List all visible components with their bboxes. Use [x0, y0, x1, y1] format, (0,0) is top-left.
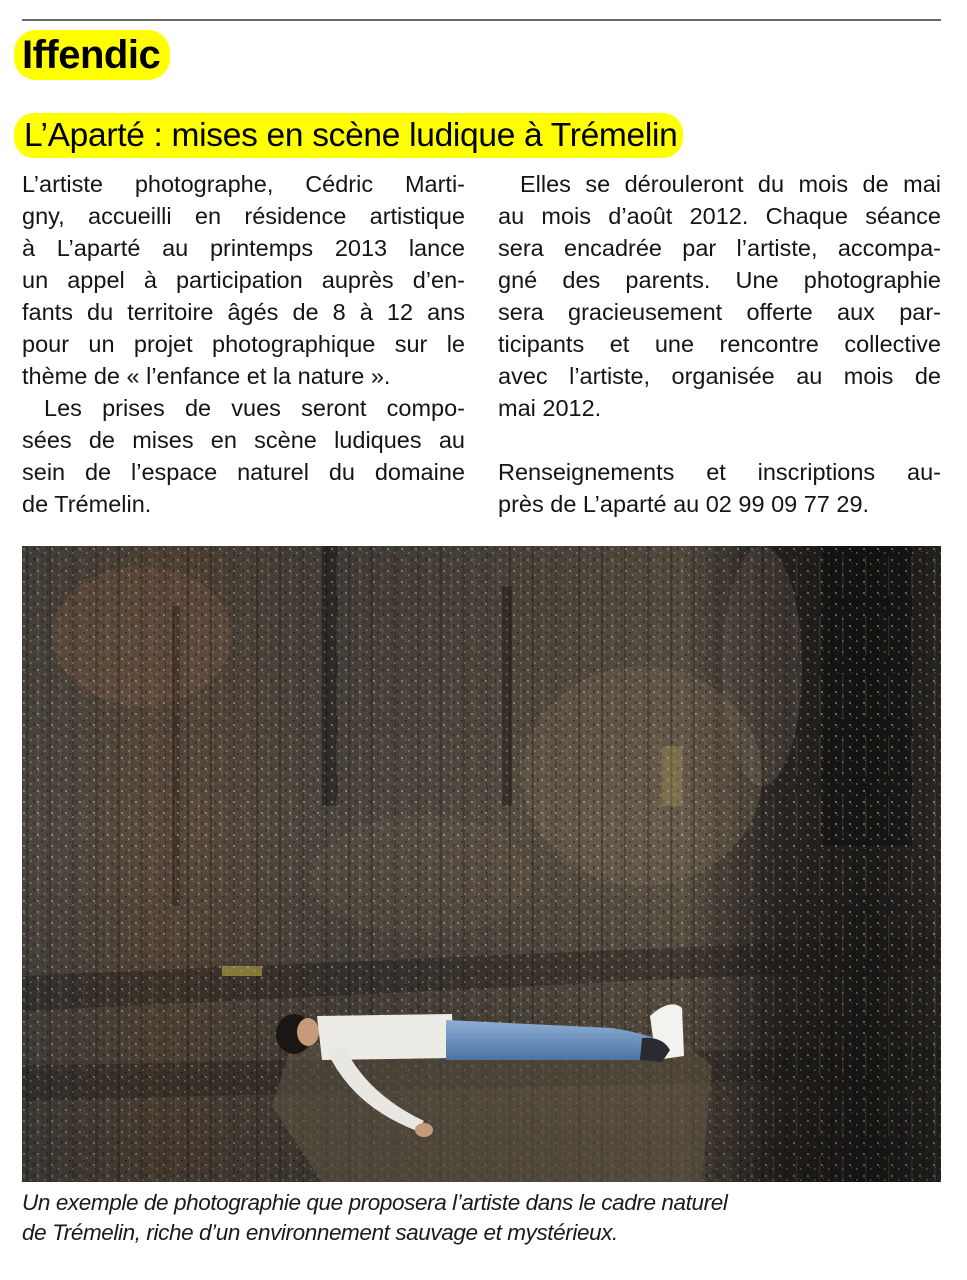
text-line: près de L’aparté au 02 99 09 77 29.: [498, 491, 870, 517]
text-line: Elles se dérouleront du mois de mai: [520, 171, 941, 197]
text-line: de Trémelin.: [22, 491, 152, 517]
paragraph-spacer: [498, 424, 941, 456]
text-line: mai 2012.: [498, 395, 602, 421]
text-line: avec l’artiste, organisée au mois de: [498, 363, 941, 389]
caption-line: de Trémelin, riche d’un environnement sauvage et mystérieux.: [22, 1220, 618, 1245]
text-line: pour un projet photographique sur le: [22, 331, 465, 357]
text-line: sera gracieusement offerte aux par-: [498, 299, 941, 325]
article-headline: [14, 113, 683, 158]
text-line: à L’aparté au printemps 2013 lance: [22, 235, 465, 261]
section-label-text: Iffendic: [22, 33, 161, 77]
text-line: Renseignements et inscriptions au-: [498, 459, 941, 485]
section-label-badge: [14, 30, 170, 80]
text-line: L’artiste photographe, Cédric Marti-: [22, 171, 465, 197]
left-column: [22, 168, 465, 520]
paragraph: [22, 168, 465, 392]
text-line: au mois d’août 2012. Chaque séance: [498, 203, 941, 229]
text-line: Les prises de vues seront compo-: [44, 395, 465, 421]
text-line: fants du territoire âgés de 8 à 12 ans: [22, 299, 465, 325]
cliff-photo-illustration: [22, 546, 941, 1182]
text-line: thème de « l’enfance et la nature ».: [22, 363, 391, 389]
headline-text: L’Aparté : mises en scène ludique à Trémelin: [24, 116, 678, 154]
text-line: sera encadrée par l’artiste, accompa-: [498, 235, 941, 261]
article-photo: [22, 546, 941, 1182]
text-line: gny, accueilli en résidence artistique: [22, 203, 465, 229]
text-line: ticipants et une rencontre collective: [498, 331, 941, 357]
text-line: un appel à participation auprès d’en-: [22, 267, 465, 293]
text-line: sées de mises en scène ludiques au: [22, 427, 465, 453]
text-line: sein de l’espace naturel du domaine: [22, 459, 465, 485]
paragraph: [22, 392, 465, 520]
text-line: gné des parents. Une photographie: [498, 267, 941, 293]
paragraph: [498, 456, 941, 520]
photo-caption: [22, 1188, 922, 1248]
top-rule-divider: [22, 19, 941, 21]
caption-line: Un exemple de photographie que proposera l’artiste dans le cadre naturel: [22, 1190, 728, 1215]
right-column: [498, 168, 941, 520]
paragraph: [498, 168, 941, 424]
